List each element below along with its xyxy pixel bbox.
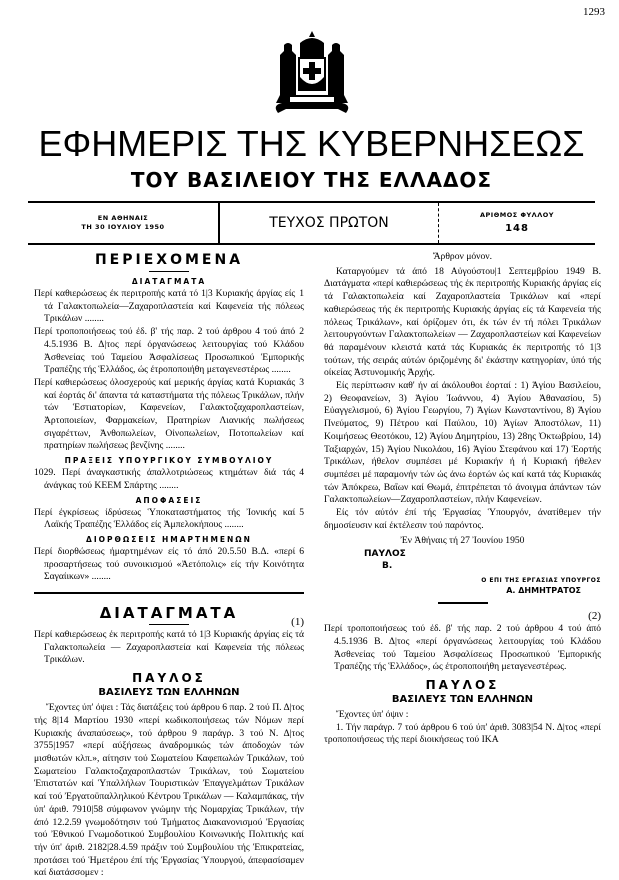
decree-paragraph: Είς τόν αύτόν έπί τής Ἐργασίας Ὑπουργόν, άνατίθεμεν τήν δημοσίευσιν καί έκτέλεσιν τού παρόντος. (324, 507, 601, 531)
decree-subject: Περί καθιερώσεως έκ περιτροπής κατά τό 1|3 Κυριακής άργίας είς τά Γαλακτοπωλεία — Ζαχαροπλαστεία καί Καφενεία τής πόλεως Τρικάλων. (34, 629, 304, 666)
king-initial: Β. (382, 561, 393, 572)
contents-entry (34, 546, 304, 584)
decree-number: (1) (291, 616, 304, 629)
decree-date-line: Ἐν Ἀθήναις τή 27 Ἰουνίου 1950 (400, 535, 525, 547)
decree-number: (2) (588, 610, 601, 623)
contents-entry-page: 6 (299, 545, 304, 557)
contents-section-heading: ΑΠΟΦΑΣΕΙΣ (135, 495, 203, 505)
contents-entry (34, 507, 304, 532)
king-name: ΠΑΥΛΟΣ (425, 677, 500, 692)
decree-item: 1. Τήν παράγρ. 7 τού άρθρου 6 τού ύπ' άριθ. 3083|54 Ν. Δ|τος «περί τροποποιήσεως τής περί διοικήσεως τού ΙΚΑ (324, 721, 601, 746)
minister-name: Α. ΔΗΜΗΤΡΑΤΟΣ (506, 586, 581, 596)
decrees-heading-wrap (34, 602, 274, 629)
decree-paragraph: Είς περίπτωσιν καθ' ήν αί άκόλουθοι έορταί : 1) Ἁγίου Βασιλείου, 2) Θεοφανείων, 3) Ἁγίου Ἰωάννου, 4) Ἁγίου Ἀθανασίου, 5) Εὐαγγελισμού, 6) Ἁγίου Γεωργίου, 7) Ἁγίων Κωνσταντίνου, 8) Ἁγίου Πνεύματος, 9) Πέτρου καί Παύλου, 10) Ἁγίων Ἀποστόλων, 11) Κοιμήσεως Θεοτόκου, 12) Ἁγίου Δημητρίου, 13) 28ης Ὀκτωβρίου, 14) Ταξιαρχών, 15) Ἁγίου Νικολάου, 16) Ἁγίου Στεφάνου καί 17) Ἑορτής Τρικάλων, ήθελον συμπέσει μέ Κυριακήν ή ή Κυριακή ήθελεν συμπέσει μέ παραμονήν τών ώς άνω έορτών ώς καί κατά τάς Κυριακάς τών Ἀπόκρεω, Βαΐων καί Θωμά, έπιτρέπεται τό άνοιγμα άπάντων τών Γαλακτοπωλείων—Ζαχαροπλαστείων, πλήν Καφενείων. (324, 380, 601, 506)
contents-entry-text: Περί καθιερώσεως έκ περιτροπής κατά τό 1|3 Κυριακής άργίας είς τά Γαλακτοπωλεία—Ζαχαροπλαστεία καί Καφενεία τής πόλεως Τρικάλων ........ (34, 288, 304, 325)
table-of-contents (34, 276, 304, 584)
sheet-number-box (439, 203, 595, 243)
issue-info-band (28, 201, 595, 245)
contents-entry (34, 377, 304, 453)
gazette-title: ΕΦΗΜΕΡΙΣ ΤΗΣ ΚΥΒΕΡΝΗΣΕΩΣ (38, 123, 585, 164)
issue-volume (218, 203, 439, 243)
gazette-subtitle: ΤΟΥ ΒΑΣΙΛΕΙΟΥ ΤΗΣ ΕΛΛΑΔΟΣ (130, 168, 493, 192)
divider (438, 602, 488, 604)
contents-entry-page: 5 (299, 506, 304, 518)
two-column-body (34, 249, 601, 880)
page-number: 1293 (583, 6, 605, 18)
contents-entry-page: 4 (299, 467, 304, 479)
right-column (324, 249, 601, 880)
contents-entry (34, 326, 304, 377)
left-column (34, 249, 304, 880)
contents-entry (34, 288, 304, 326)
contents-section-heading: ΔΙΟΡΘΩΣΕΙΣ ΗΜΑΡΤΗΜΕΝΩΝ (86, 534, 252, 544)
royal-coat-of-arms-emblem (270, 29, 354, 117)
issue-place: ΕΝ ΑΘΗΝΑΙΣ (97, 214, 149, 222)
divider (149, 624, 189, 625)
contents-section-heading: ΔΙΑΤΑΓΜΑΤΑ (131, 277, 207, 286)
contents-entry-page: 1 (299, 288, 304, 299)
contents-section-heading: ΠΡΑΞΕΙΣ ΥΠΟΥΡΓΙΚΟΥ ΣΥΜΒΟΥΛΙΟΥ (64, 456, 274, 466)
decree-paragraph: Καταργούμεν τά άπό 18 Αὐγούστου|1 Σεπτεμβρίου 1949 Β. Διατάγματα «περί καθιερώσεως τής έκ περιτροπής Κυριακής άργίας είς τά Γαλακτοπωλεία καί Ζαχαροπλαστεία Τρικάλων καί «περί καθιερώσεως τής έκ περιτροπής Κυριακής άργίας είς τά Καφενεία τής πόλεως Τρικάλων», καί όρίζομεν ότι, έκ τών έν τή πόλει Τρικάλων λειτουργούντων Γαλακτοπωλείων — Ζαχαροπλαστείων καί Καφενείων θά παραμένουν κλειστά κατά τάς Κυριακάς έκ περιτροπής τό 1|3 τούτων, τής σειράς αύτών όριζομένης δι' έκάστην κατηγορίαν, ύπό τής οίκείας Ἀστυνομικής Ἀρχής. (324, 265, 601, 379)
decree-subject: Περί τροποποιήσεως τού έδ. β' τής παρ. 2 τού άρθρου 4 τού άπό 4.5.1936 Β. Δ|τος «περί όργανώσεως λειτουργίας τού Κλάδου Ἀσθενείας τού Ταμείου Ἀσφαλίσεως Προσωπικού Ἐμπορικής Τραπέζης τής Ἑλλάδος», ώς έτροποποιήθη μεταγενεστέρως. (324, 623, 601, 673)
king-title: ΒΑΣΙΛΕΥΣ ΤΩΝ ΕΛΛΗΝΩΝ (391, 693, 534, 705)
article-title: Ἄρθρον μόνον. (432, 251, 493, 262)
decrees-heading-block (34, 602, 304, 629)
minister-title: Ο ΕΠΙ ΤΗΣ ΕΡΓΑΣΙΑΣ ΥΠΟΥΡΓΟΣ (481, 577, 601, 585)
decrees-heading: ΔΙΑΤΑΓΜΑΤΑ (99, 604, 239, 623)
contents-entry (34, 467, 304, 492)
issue-place-date (28, 203, 218, 243)
contents-heading: ΠΕΡΙΕΧΟΜΕΝΑ (94, 252, 244, 268)
sheet-number: 148 (505, 223, 529, 234)
divider (34, 592, 304, 594)
decree-preamble: Ἔχοντες ύπ' όψει : Τάς διατάξεις τού άρθρου 6 παρ. 2 τού Π. Δ|τος τής 8|14 Μαρτίου 1930 «περί κωδικοποιήσεως τών Νόμων περί Κυριακής άναπαύσεως», τού άρθρου 9 παράγρ. 3 τού Ν. Δ|τος 3755|1957 «περί αύξήσεως άναδρομικώς τών άποδοχών τών μισθωτών κλπ.», αίτησιν τού Σωματείου Καφεπωλών Τρικάλων, τού Σωματείου Γαλακτοζαχαροπλαστών Τρικάλων, τού Σωματείου Ἐπιστατών καί Ὑπαλλήλων Τουριστικών Ἐπαγγελμάτων Τρικάλων καί τού Ἐργατοϋπαλληλικού Κέντρου Τρικάλων — Καλαμπάκας, τήν ύπ' άριθ. 7910|58 σύμφωνον γνώμην τής Νομαρχίας Τρικάλων, τήν άπό 12.2.59 γνωμοδότησιν τού Τμήματος Διακανονισμού Ἐργασίας τού Ἐθνικού Γνωμοδοτικού Συμβουλίου Κοινωνικής Πολιτικής καί τήν ύπ' άριθ. 2182|28.4.59 πράξιν τού Συμβουλίου τής Ἐπικρατείας, προτάσει τού Ἡμετέρου έπί τής Ἐργασίας Ὑπουργού, άπεφασίσαμεν καί διατάσσομεν : (34, 702, 304, 879)
contents-entry-text: 1029. Περί άναγκαστικής άπαλλοτριώσεως κτημάτων διά τάς άνάγκας τού ΚΕΕΜ Σπάρτης ........ (34, 467, 296, 491)
divider (149, 271, 189, 272)
king-signature: ΠΑΥΛΟΣ (364, 549, 406, 560)
contents-entry-page: 2 (299, 326, 304, 338)
king-title: ΒΑΣΙΛΕΥΣ ΤΩΝ ΕΛΛΗΝΩΝ (98, 687, 240, 699)
decree-intro: Ἔχοντες ύπ' όψιν : (336, 708, 409, 720)
issue-date: ΤΗ 30 ΙΟΥΛΙΟΥ 1950 (81, 223, 165, 231)
sheet-number-label: ΑΡΙΘΜΟΣ ΦΥΛΛΟΥ (480, 211, 554, 219)
emblem-area (28, 29, 595, 121)
contents-entry-page: 3 (299, 376, 304, 388)
contents-entry-text: Περί τροποποιήσεως τού έδ. β' τής παρ. 2 τού άρθρου 4 τού άπό 4.5.1936 Β. Δ|τος περί όργανώσεως λειτουργίας τού Κλάδου Ἀσθενείας τού Ταμείου Ἀσφαλίσεως Προσωπικού Ἐμπορικής Τραπέζης τής Ἑλλάδος, ώς έτροποποιήθη μεταγενεστέρως ........ (34, 326, 304, 376)
issue-volume-text: ΤΕΥΧΟΣ ΠΡΩΤΟΝ (269, 215, 389, 231)
king-name: ΠΑΥΛΟΣ (132, 671, 206, 686)
contents-entry-text: Περί διορθώσεως ήμαρτημένων είς τό άπό 20.5.50 Β.Δ. «περί προσαρτήσεως τού συνοικισμού «Ἀετόπολις» είς τήν Κοινότητα Σαγαίικων» ........ (34, 545, 304, 583)
contents-entry-text: Περί καθιερώσεως όλοσχερούς καί μερικής άργίας κατά Κυριακάς καί έορτάς δι' άπαντα τά καταστήματα τής πόλεως Τρικάλων, πλήν τών Ἑστιατορίων, Καφενείων, Γαλακτοζαχαροπλαστείων, Ἀρτοποιείων, Φαρμακείων, Πρατηρίων Λιανικής πωλήσεως σιγαρέττων, Ἀνθοπωλείων, Οἰνοπωλείων, Ποτοπωλείων καί πρατηρίων πωλήσεως βενζίνης ........ (34, 376, 304, 452)
contents-entry-text: Περί έγκρίσεως ίδρύσεως Ὑποκαταστήματος τής Ἰονικής καί Λαϊκής Τραπέζης Ἑλλάδος είς Ἀμπελοκήπους ........ (34, 506, 296, 531)
